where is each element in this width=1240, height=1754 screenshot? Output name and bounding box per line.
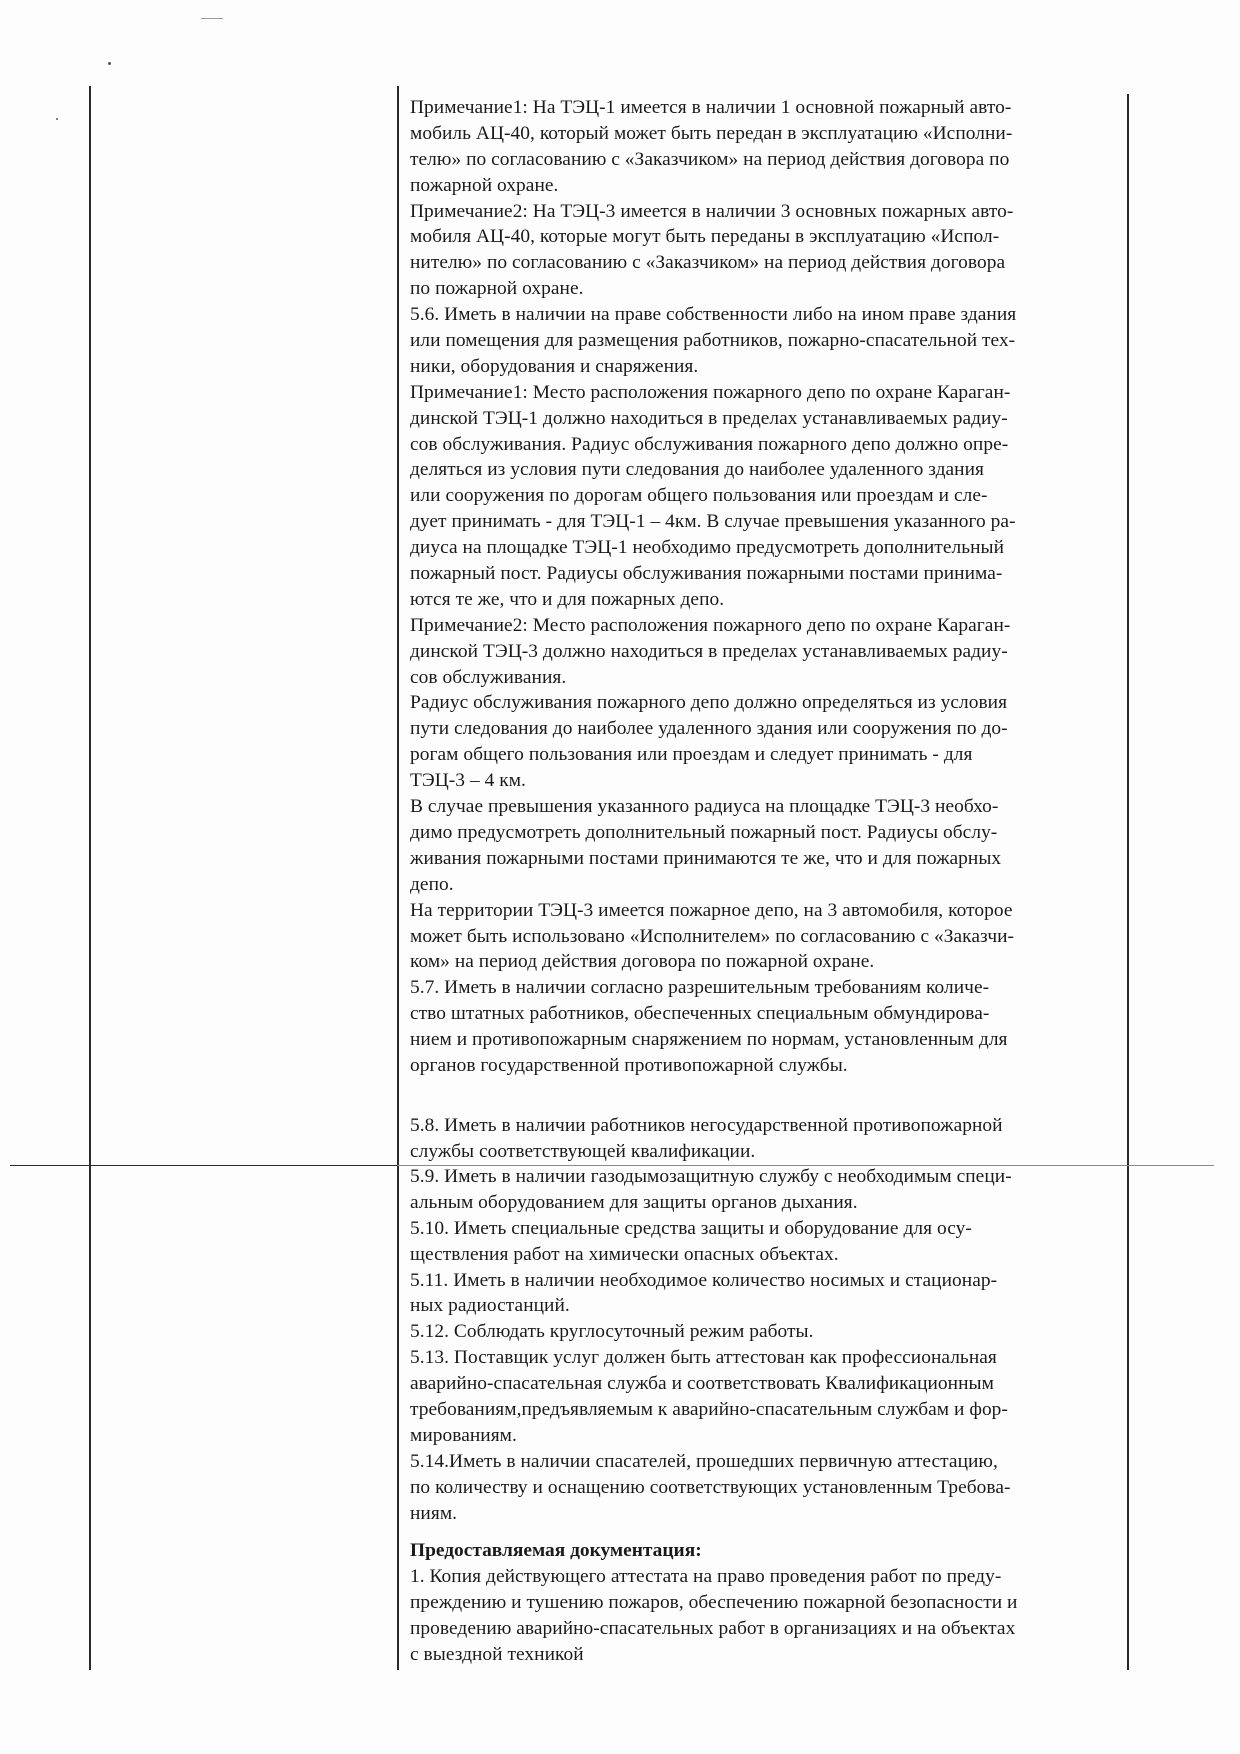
scan-speck bbox=[56, 118, 58, 120]
text-line: Примечание1: На ТЭЦ-1 имеется в наличии 1 основной пожарный авто- bbox=[410, 97, 1012, 118]
paragraph-group bbox=[410, 95, 1118, 1079]
text-line: 5.9. Иметь в наличии газодымозащитную службу с необходимым специ- bbox=[410, 1166, 1012, 1187]
text-line: пути следования до наиболее удаленного здания или сооружения по до- bbox=[410, 718, 1008, 740]
text-line: пожарной охране. bbox=[410, 174, 559, 196]
text-line: пожарный пост. Радиусы обслуживания пожарными постами принима- bbox=[410, 563, 1003, 585]
text-line: ТЭЦ-3 – 4 км. bbox=[410, 770, 526, 792]
text-line: 5.10. Иметь специальные средства защиты и оборудование для осу- bbox=[410, 1217, 972, 1239]
text-line: мобиль АЦ-40, который может быть передан в эксплуатацию «Исполни- bbox=[410, 122, 1013, 144]
text-line: преждению и тушению пожаров, обеспечению пожарной безопасности и bbox=[410, 1591, 1018, 1613]
text-line: На территории ТЭЦ-3 имеется пожарное депо, на 3 автомобиля, которое bbox=[410, 899, 1013, 921]
text-line: ство штатных работников, обеспеченных специальным обмундирова- bbox=[410, 1003, 990, 1025]
text-line: димо предусмотреть дополнительный пожарный пост. Радиусы обслу- bbox=[410, 821, 998, 843]
text-line: ниям. bbox=[410, 1502, 458, 1524]
text-line: 5.13. Поставщик услуг должен быть аттестован как профессиональная bbox=[410, 1347, 997, 1369]
text-line: Примечание1: Место расположения пожарного депо по охране Караган- bbox=[410, 381, 1011, 403]
text-line: органов государственной противопожарной службы. bbox=[410, 1054, 848, 1076]
table-row-separator bbox=[10, 1165, 397, 1166]
text-line: ники, оборудования и снаряжения. bbox=[410, 355, 699, 377]
text-line: или сооружения по дорогам общего пользования или проездам и сле- bbox=[410, 485, 988, 507]
table-left-border bbox=[89, 86, 91, 1670]
table-right-border bbox=[1127, 94, 1129, 1670]
text-line: 5.6. Иметь в наличии на праве собственности либо на ином праве здания bbox=[410, 304, 1017, 326]
text-line: дует принимать - для ТЭЦ-1 – 4км. В случае превышения указанного ра- bbox=[410, 511, 1016, 533]
text-line: может быть использовано «Исполнителем» по согласованию с «Заказчи- bbox=[410, 925, 1015, 947]
text-line: телю» по согласованию с «Заказчиком» на период действия договора по bbox=[410, 148, 1010, 170]
text-line: 5.8. Иметь в наличии работников негосударственной противопожарной bbox=[410, 1115, 1003, 1136]
text-line: ществления работ на химически опасных объектах. bbox=[410, 1243, 839, 1265]
paragraph-group bbox=[410, 1164, 1118, 1526]
text-line: динской ТЭЦ-1 должно находиться в пределах устанавливаемых радиу- bbox=[410, 407, 1008, 429]
text-line: аварийно-спасательная служба и соответствовать Квалификационным bbox=[410, 1373, 994, 1395]
text-line: рогам общего пользования или проездам и следует принимать - для bbox=[410, 744, 973, 766]
text-line: альным оборудованием для защиты органов дыхания. bbox=[410, 1191, 858, 1213]
text-line: сов обслуживания. bbox=[410, 666, 567, 688]
text-line: депо. bbox=[410, 873, 454, 895]
text-line: В случае превышения указанного радиуса на площадке ТЭЦ-3 необхо- bbox=[410, 796, 999, 818]
paragraph-group bbox=[410, 1113, 1118, 1165]
text-line: 1. Копия действующего аттестата на право проведения работ по преду- bbox=[410, 1566, 1002, 1587]
text-line: по количеству и оснащению соответствующих установленным Требова- bbox=[410, 1476, 1011, 1498]
text-block-documentation bbox=[410, 1564, 1118, 1668]
text-line: 5.12. Соблюдать круглосуточный режим работы. bbox=[410, 1321, 814, 1343]
text-line: диуса на площадке ТЭЦ-1 необходимо предусмотреть дополнительный bbox=[410, 537, 1005, 559]
text-line: живания пожарными постами принимаются те же, что и для пожарных bbox=[410, 847, 1002, 869]
text-line: службы соответствующей квалификации. bbox=[410, 1140, 756, 1162]
text-line: проведению аварийно-спасательных работ в организациях и на объектах bbox=[410, 1617, 1016, 1639]
text-line: мированиям. bbox=[410, 1424, 517, 1446]
text-line: с выездной техникой bbox=[410, 1643, 584, 1665]
text-block-main bbox=[410, 95, 1118, 1079]
text-line: нителю» по согласованию с «Заказчиком» на период действия договора bbox=[410, 252, 1006, 274]
paragraph-group bbox=[410, 1564, 1118, 1668]
text-block-5-9-to-5-14 bbox=[410, 1164, 1118, 1526]
text-line: Радиус обслуживания пожарного депо должно определяться из условия bbox=[410, 692, 1008, 714]
section-heading: Предоставляемая документация: bbox=[410, 1540, 702, 1561]
table-column-divider bbox=[397, 86, 399, 1670]
text-line: Примечание2: Место расположения пожарного депо по охране Караган- bbox=[410, 614, 1011, 636]
text-line: динской ТЭЦ-3 должно находиться в пределах устанавливаемых радиу- bbox=[410, 640, 1008, 662]
text-line: мобиля АЦ-40, которые могут быть переданы в эксплуатацию «Испол- bbox=[410, 226, 1000, 248]
scan-speck bbox=[108, 62, 111, 65]
text-line: по пожарной охране. bbox=[410, 278, 584, 300]
scan-speck bbox=[201, 18, 223, 19]
text-line: или помещения для размещения работников, пожарно-спасательной тех- bbox=[410, 330, 1016, 352]
text-line: ком» на период действия договора по пожарной охране. bbox=[410, 951, 875, 973]
text-line: 5.14.Иметь в наличии спасателей, прошедших первичную аттестацию, bbox=[410, 1450, 998, 1472]
text-line: требованиям,предъявляемым к аварийно-спасательным службам и фор- bbox=[410, 1399, 1008, 1421]
text-line: ются те же, что и для пожарных депо. bbox=[410, 588, 725, 610]
text-line: нием и противопожарным снаряжением по нормам, установленным для bbox=[410, 1029, 1008, 1051]
text-line: 5.11. Иметь в наличии необходимое количество носимых и стационар- bbox=[410, 1269, 998, 1291]
text-block-5-8 bbox=[410, 1113, 1118, 1165]
text-line: сов обслуживания. Радиус обслуживания пожарного депо должно опре- bbox=[410, 433, 1009, 455]
text-line: деляться из условия пути следования до наиболее удаленного здания bbox=[410, 459, 984, 481]
text-line: Примечание2: На ТЭЦ-3 имеется в наличии 3 основных пожарных авто- bbox=[410, 200, 1014, 222]
text-line: ных радиостанций. bbox=[410, 1295, 570, 1317]
text-line: 5.7. Иметь в наличии согласно разрешительным требованиям количе- bbox=[410, 977, 990, 999]
